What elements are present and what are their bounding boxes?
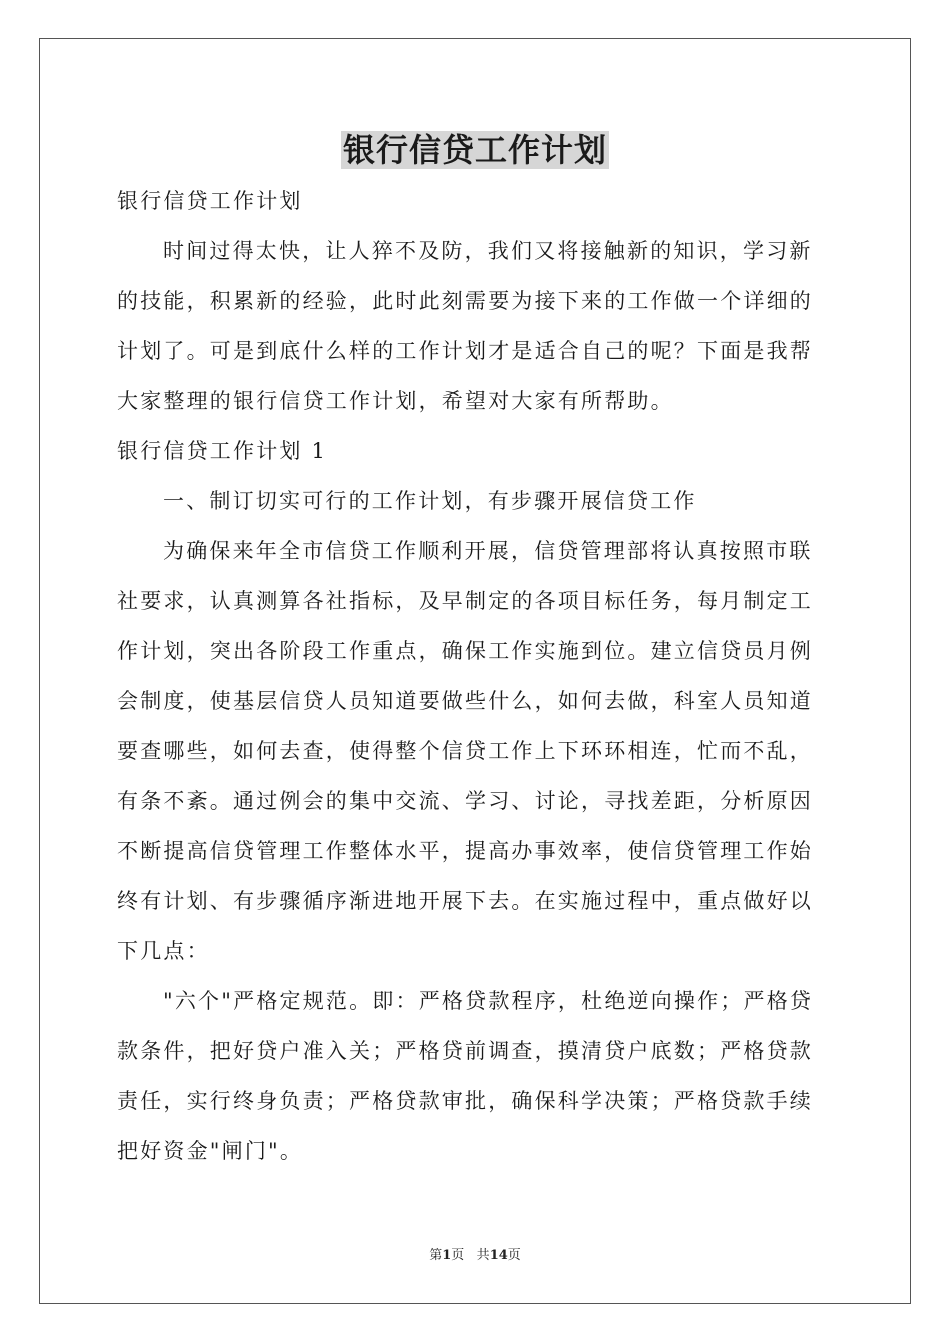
body-line: 责任，实行终身负责；严格贷款审批，确保科学决策；严格贷款手续 bbox=[117, 1089, 813, 1113]
body-line: 不断提高信贷管理工作整体水平，提高办事效率，使信贷管理工作始 bbox=[117, 839, 813, 863]
body-line: 把好资金"闸门"。 bbox=[117, 1139, 304, 1163]
current-page-number: 1 bbox=[442, 1248, 452, 1263]
total-page-count: 14 bbox=[489, 1248, 508, 1263]
body-line: 会制度，使基层信贷人员知道要做些什么，如何去做，科室人员知道 bbox=[117, 689, 813, 713]
body-line: 要查哪些，如何去查，使得整个信贷工作上下环环相连，忙而不乱， bbox=[117, 739, 813, 763]
body-line: 的技能，积累新的经验，此时此刻需要为接下来的工作做一个详细的 bbox=[117, 289, 813, 313]
body-line: 大家整理的银行信贷工作计划，希望对大家有所帮助。 bbox=[117, 389, 674, 413]
body-line: 社要求，认真测算各社指标，及早制定的各项目标任务，每月制定工 bbox=[117, 589, 813, 613]
footer-total-prefix: 共 bbox=[476, 1248, 490, 1263]
body-line: 时间过得太快，让人猝不及防，我们又将接触新的知识，学习新 bbox=[163, 239, 813, 263]
body-line: "六个"严格定规范。即：严格贷款程序，杜绝逆向操作；严格贷 bbox=[163, 989, 814, 1013]
section-heading: 银行信贷工作计划 1 bbox=[117, 439, 328, 463]
footer-total-suffix: 页 bbox=[507, 1248, 521, 1263]
document-body bbox=[117, 176, 837, 1176]
document-title bbox=[0, 126, 950, 174]
body-line: 有条不紊。通过例会的集中交流、学习、讨论，寻找差距，分析原因 bbox=[117, 789, 813, 813]
body-line: 下几点： bbox=[117, 939, 210, 963]
body-line: 作计划，突出各阶段工作重点，确保工作实施到位。建立信贷员月例 bbox=[117, 639, 813, 663]
subsection-heading: 一、制订切实可行的工作计划，有步骤开展信贷工作 bbox=[163, 489, 697, 513]
body-line: 终有计划、有步骤循序渐进地开展下去。在实施过程中，重点做好以 bbox=[117, 889, 813, 913]
document-title-text: 银行信贷工作计划 bbox=[342, 131, 607, 169]
footer-prefix: 第 bbox=[429, 1248, 443, 1263]
footer-page-suffix: 页 bbox=[451, 1248, 465, 1263]
body-line: 款条件，把好贷户准入关；严格贷前调查，摸清贷户底数；严格贷款 bbox=[117, 1039, 813, 1063]
page-footer bbox=[0, 1246, 950, 1266]
body-line: 为确保来年全市信贷工作顺利开展，信贷管理部将认真按照市联 bbox=[163, 539, 813, 563]
body-line: 计划了。可是到底什么样的工作计划才是适合自己的呢？下面是我帮 bbox=[117, 339, 813, 363]
body-line: 银行信贷工作计划 bbox=[117, 189, 303, 213]
